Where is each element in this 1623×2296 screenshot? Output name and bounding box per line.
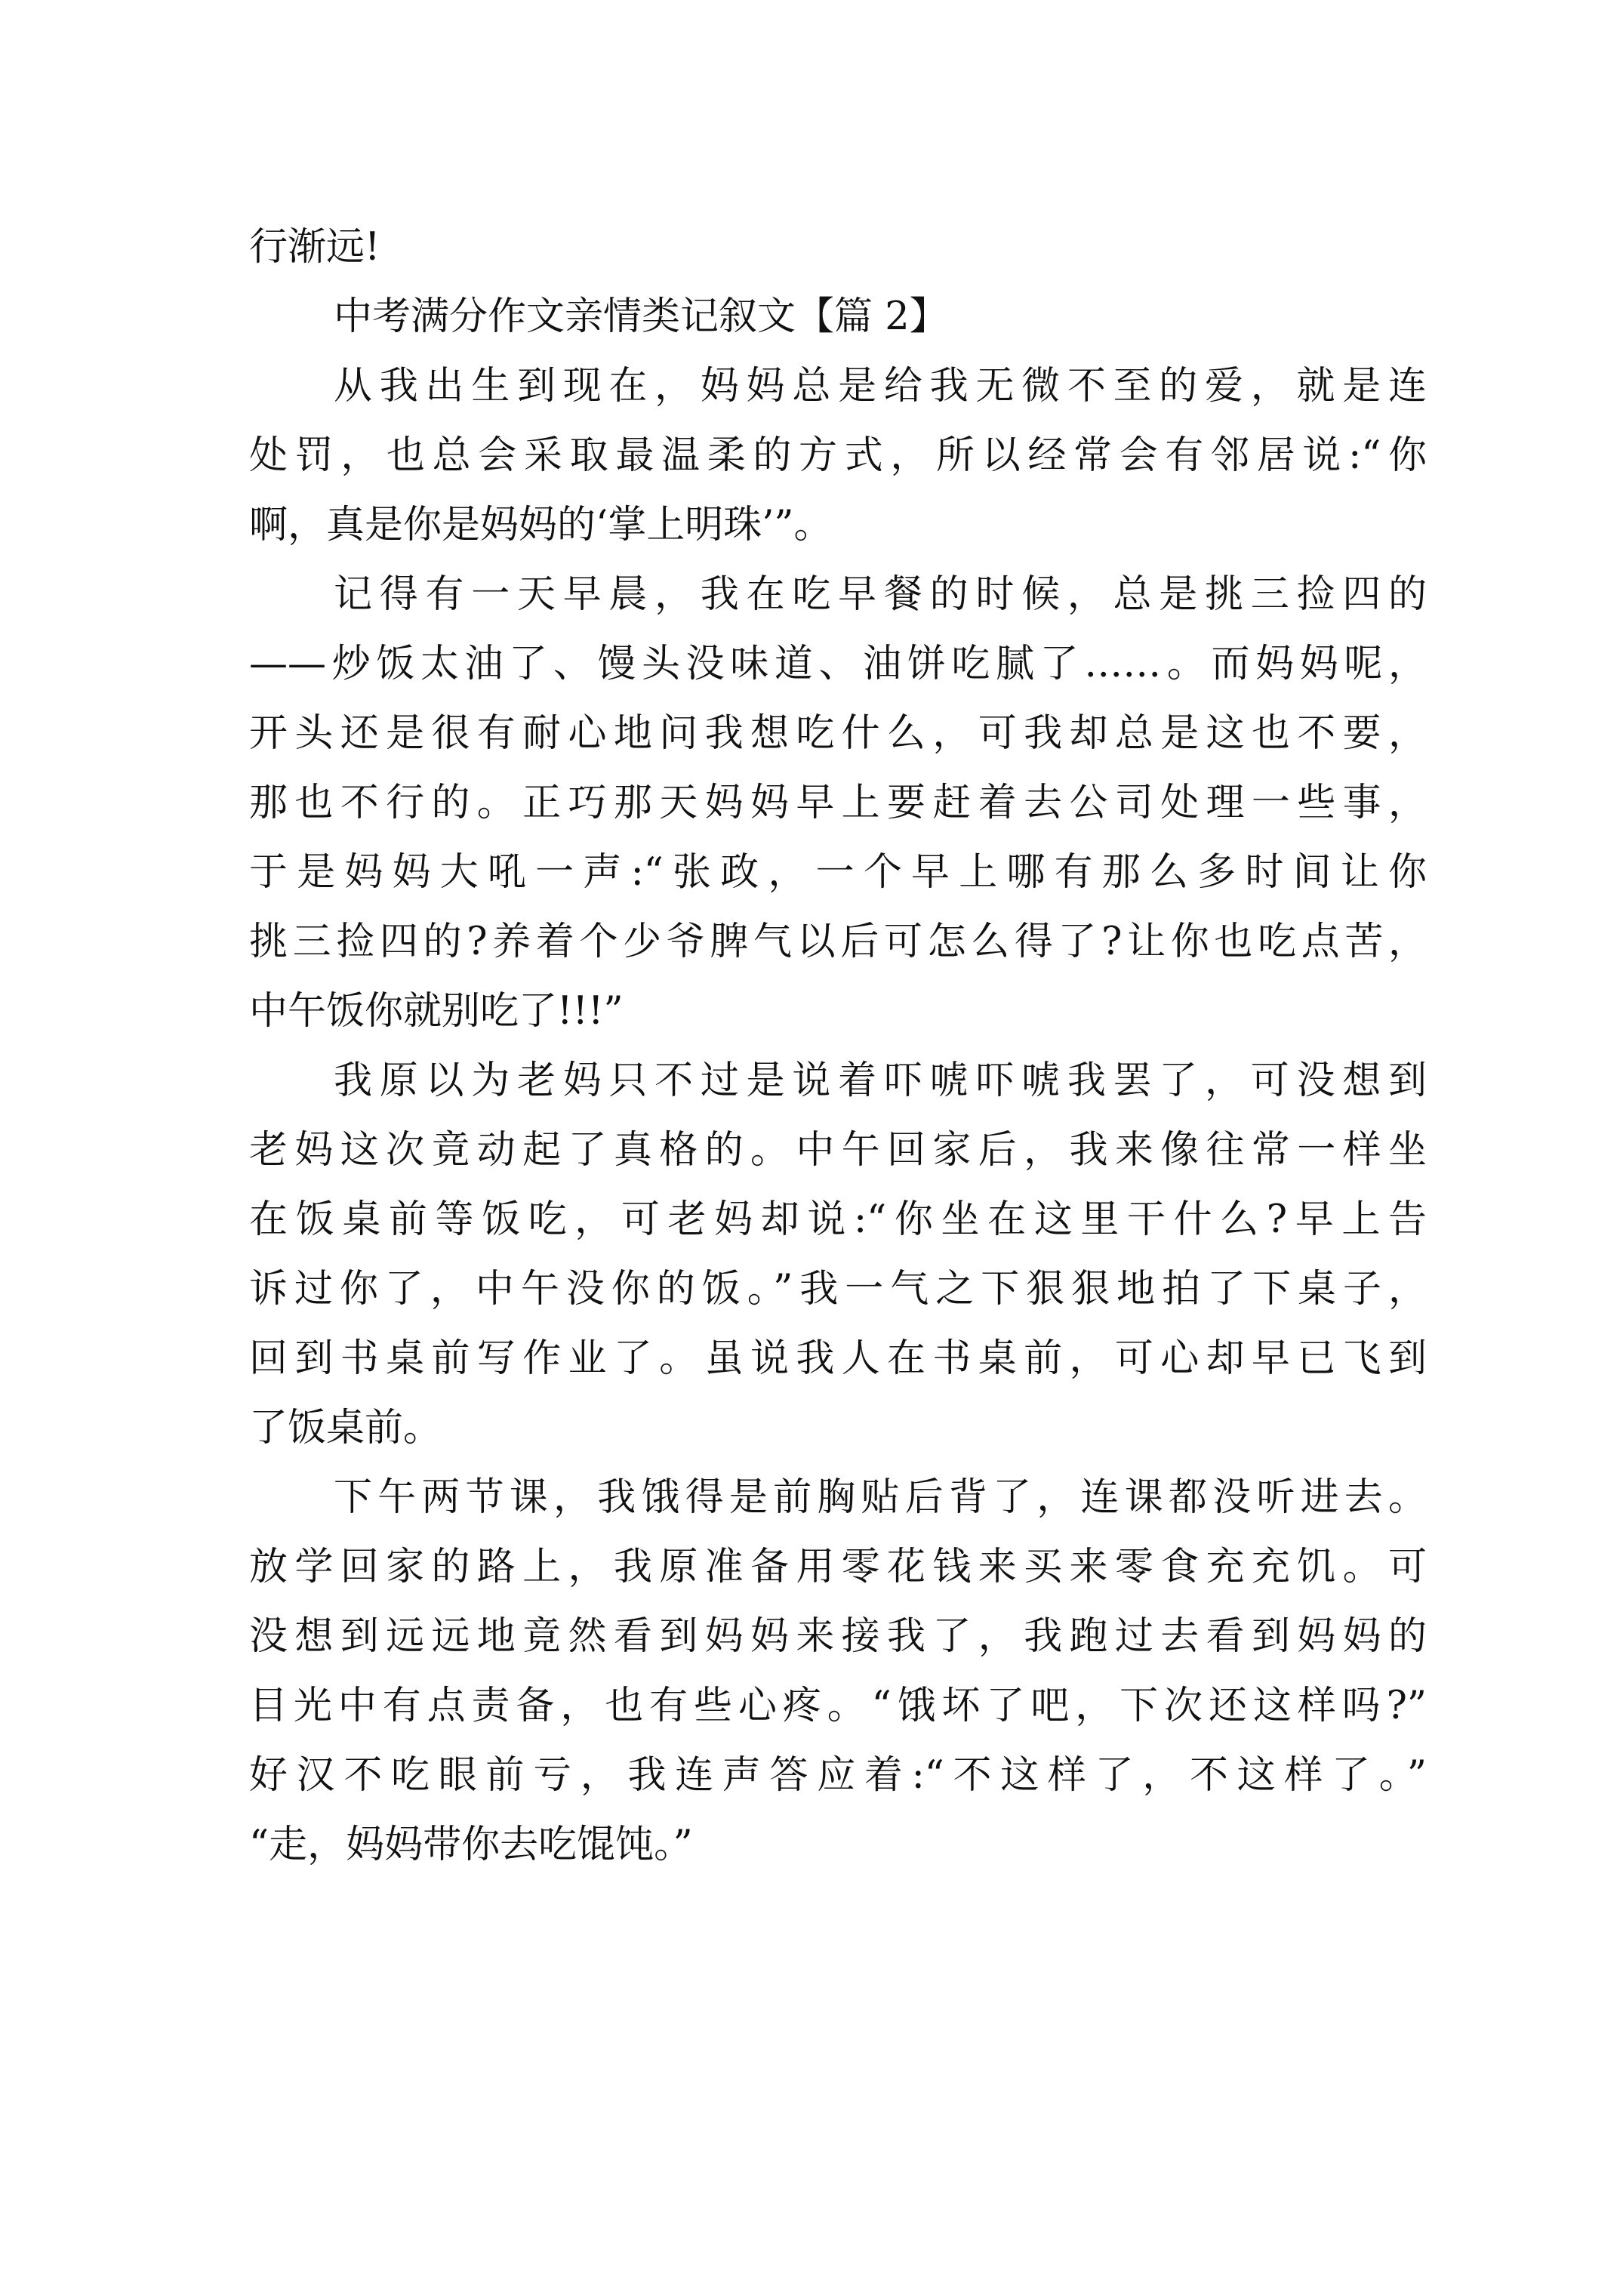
text-line: 中午饭你就别吃了!!!” bbox=[249, 989, 624, 1034]
text-line: 开头还是很有耐心地问我想吃什么，可我却总是这也不要， bbox=[249, 711, 1427, 756]
text-line: 没想到远远地竟然看到妈妈来接我了，我跑过去看到妈妈的 bbox=[249, 1614, 1427, 1659]
document-body bbox=[249, 213, 1427, 1880]
text-line: 行渐远! bbox=[249, 225, 380, 270]
text-line: 我原以为老妈只不过是说着吓唬吓唬我罢了，可没想到 bbox=[334, 1059, 1427, 1103]
text-line: 老妈这次竟动起了真格的。中午回家后，我来像往常一样坐 bbox=[249, 1128, 1427, 1173]
section-heading: 中考满分作文亲情类记叙文【篇 2】 bbox=[334, 294, 948, 339]
text-line: 好汉不吃眼前亏，我连声答应着:“不这样了，不这样了。” bbox=[249, 1753, 1427, 1798]
text-line: ——炒饭太油了、馒头没味道、油饼吃腻了……。而妈妈呢， bbox=[249, 642, 1427, 686]
text-line: 处罚，也总会采取最温柔的方式，所以经常会有邻居说:“你 bbox=[249, 433, 1427, 478]
text-line: 记得有一天早晨，我在吃早餐的时候，总是挑三捡四的 bbox=[334, 572, 1427, 617]
text-line: 下午两节课，我饿得是前胸贴后背了，连课都没听进去。 bbox=[334, 1475, 1427, 1520]
text-line: 从我出生到现在，妈妈总是给我无微不至的爱，就是连 bbox=[334, 364, 1427, 408]
text-line: 挑三捡四的?养着个少爷脾气以后可怎么得了?让你也吃点苦， bbox=[249, 920, 1427, 964]
text-line: 于是妈妈大吼一声:“张政，一个早上哪有那么多时间让你 bbox=[249, 850, 1427, 895]
text-line: 目光中有点责备，也有些心疼。“饿坏了吧，下次还这样吗?” bbox=[249, 1684, 1427, 1728]
text-line: “走，妈妈带你去吃馄饨。” bbox=[249, 1823, 693, 1867]
text-line: 啊，真是你是妈妈的‘掌上明珠’”。 bbox=[249, 503, 833, 547]
text-line: 在饭桌前等饭吃，可老妈却说:“你坐在这里干什么?早上告 bbox=[249, 1197, 1427, 1242]
text-line: 那也不行的。正巧那天妈妈早上要赶着去公司处理一些事， bbox=[249, 781, 1427, 825]
text-line: 了饭桌前。 bbox=[249, 1406, 442, 1450]
text-line: 诉过你了，中午没你的饭。”我一气之下狠狠地拍了下桌子， bbox=[249, 1267, 1427, 1311]
text-line: 放学回家的路上，我原准备用零花钱来买来零食充充饥。可 bbox=[249, 1545, 1427, 1589]
text-line: 回到书桌前写作业了。虽说我人在书桌前，可心却早已飞到 bbox=[249, 1336, 1427, 1381]
